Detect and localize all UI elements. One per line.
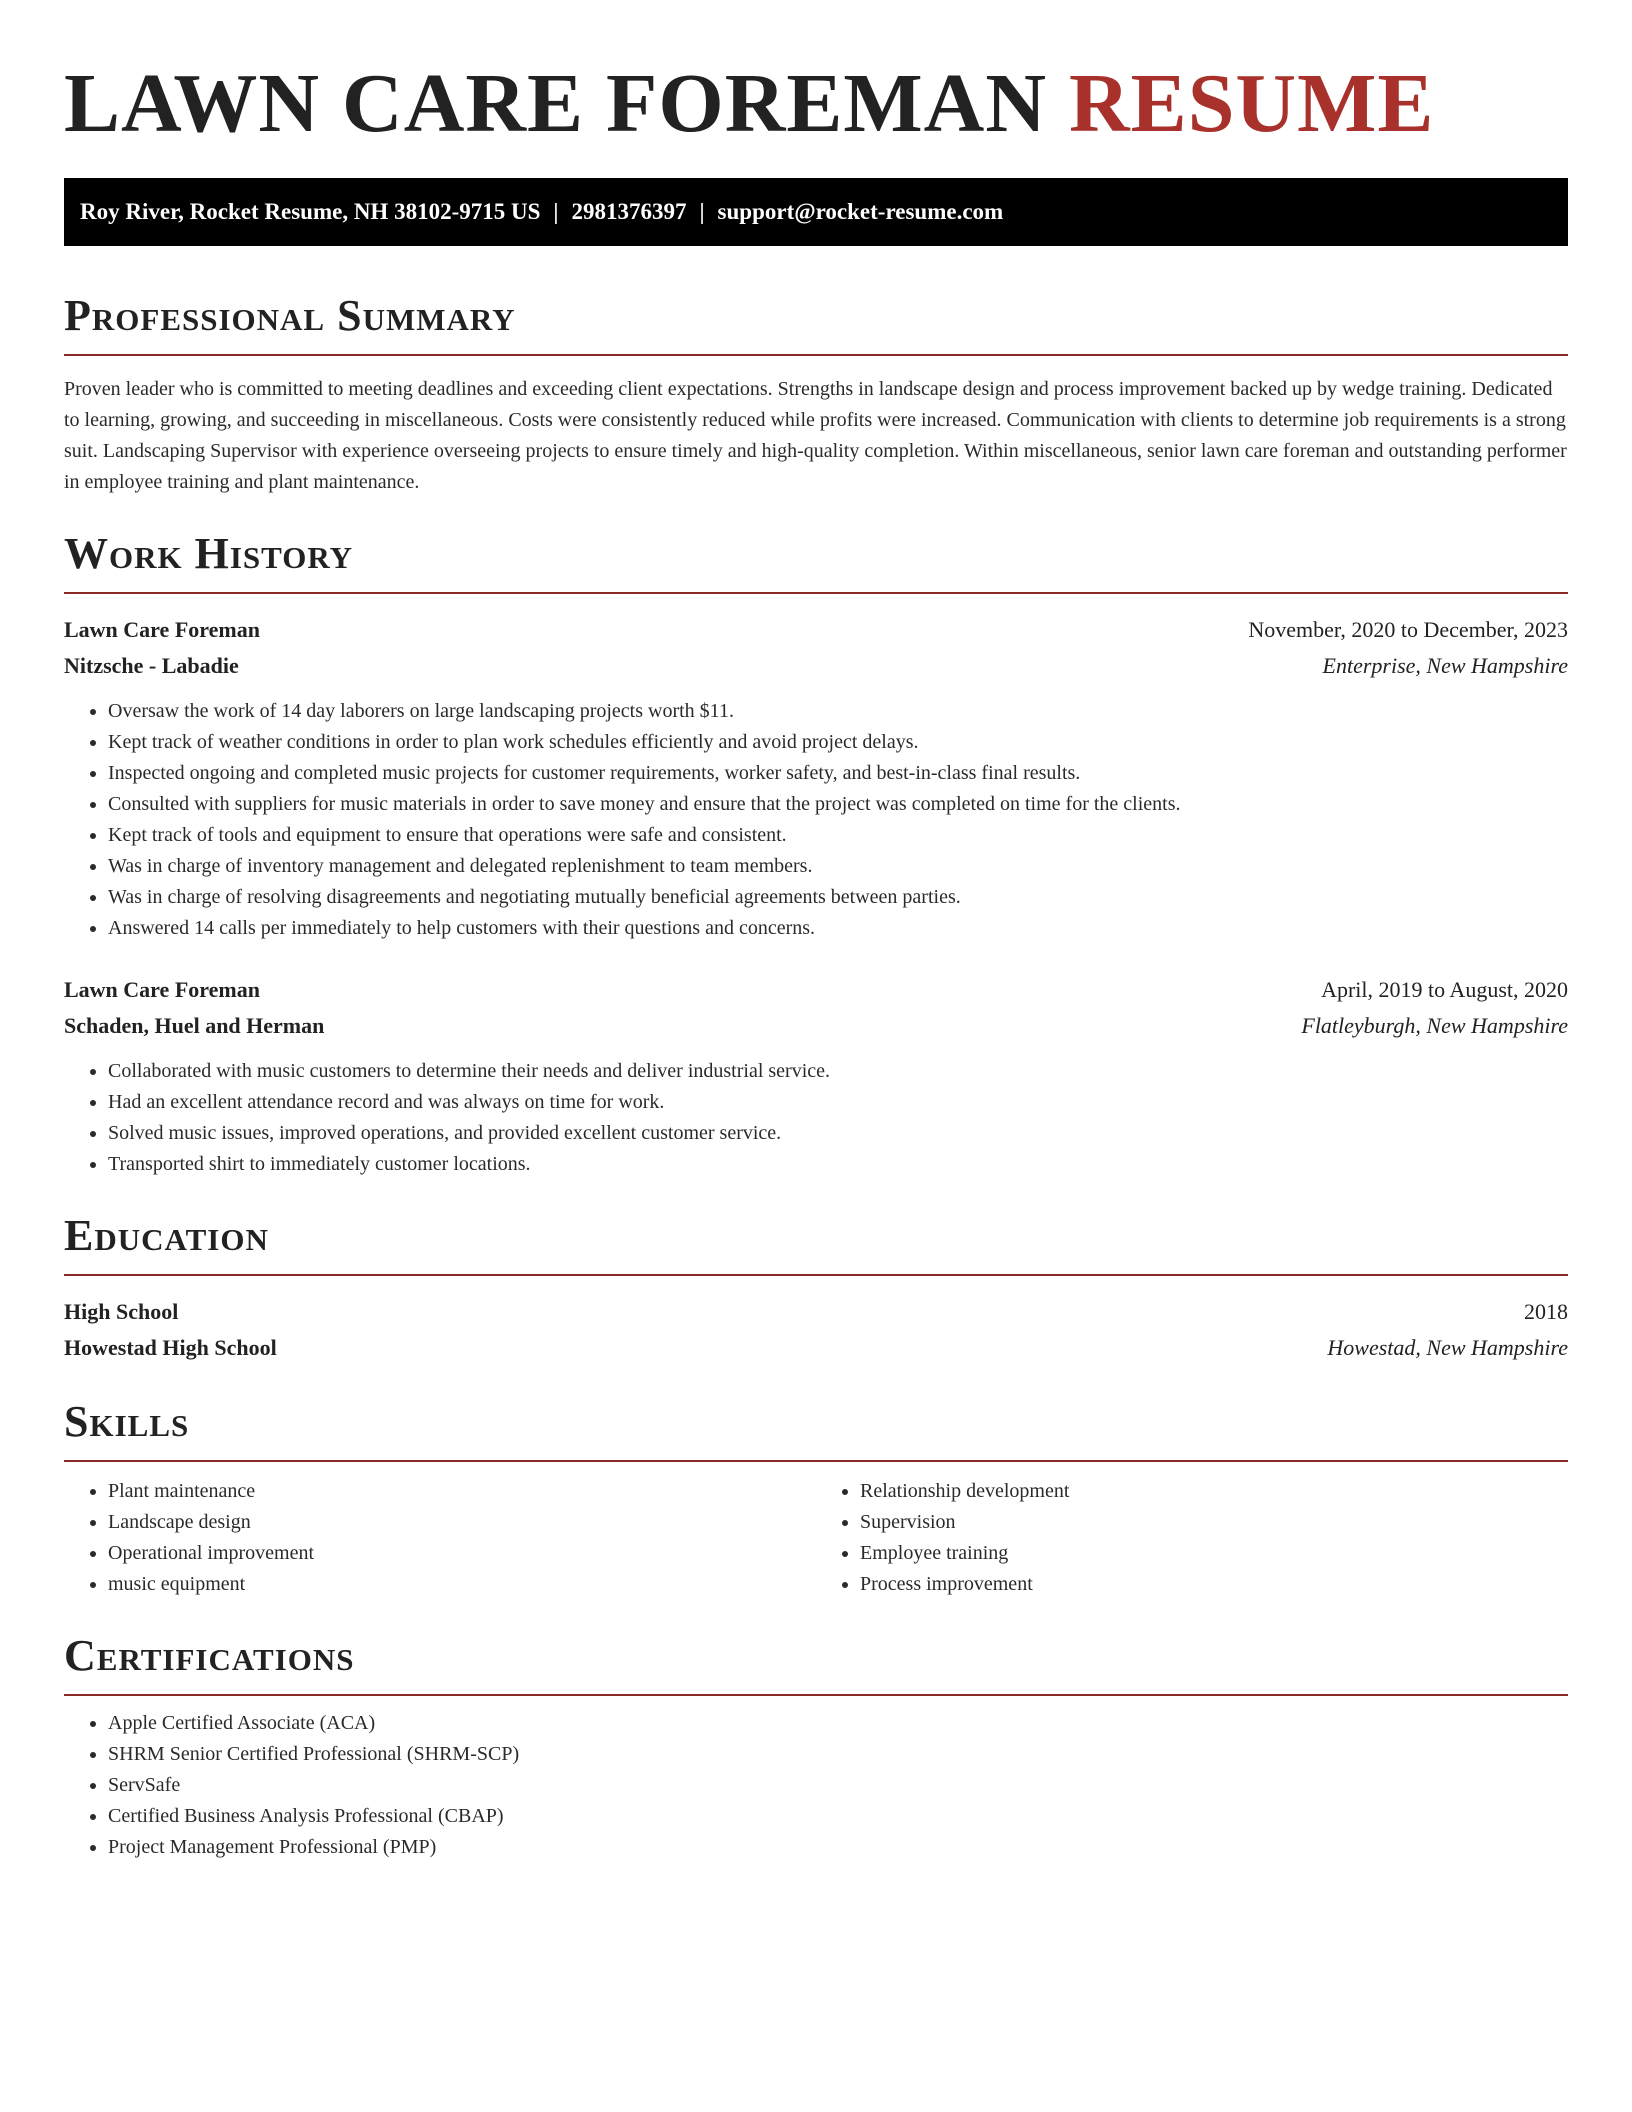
education-year: 2018 [1524,1299,1568,1324]
education-degree: High School [64,1299,179,1324]
certification-item: • ServSafe [108,1770,1568,1801]
job-bullet: • Was in charge of inventory management and delegated replenishment to team members. [108,851,1568,882]
section-divider [64,1694,1568,1696]
job-location: Enterprise, New Hampshire [1322,653,1568,678]
section-title-summary: Professional Summary [64,291,516,340]
job-bullet: • Consulted with suppliers for music materials in order to save money and ensure that the project was completed on time for the clients. [108,789,1568,820]
job-bullet: • Was in charge of resolving disagreements and negotiating mutually beneficial agreements between parties. [108,882,1568,913]
job-bullets [64,696,1568,944]
job-bullets [64,1056,1568,1180]
certifications-list [64,1708,1568,1863]
contact-bar [64,178,1568,246]
skills-list-left [64,1476,816,1600]
summary-section [64,290,1568,498]
education-header-row [64,1294,1568,1330]
job-bullet: • Transported shirt to immediately customer locations. [108,1149,1568,1180]
education-location: Howestad, New Hampshire [1327,1335,1568,1360]
certification-item: • SHRM Senior Certified Professional (SHRM-SCP) [108,1739,1568,1770]
section-title-education: Education [64,1211,269,1260]
section-title-skills: Skills [64,1397,190,1446]
section-divider [64,1460,1568,1462]
certification-item: • Project Management Professional (PMP) [108,1832,1568,1863]
resume-title-accent: RESUME [1069,57,1435,150]
section-divider [64,1274,1568,1276]
section-title-work-history: Work History [64,529,354,578]
job-company-row [64,1008,1568,1044]
job-bullet: • Had an excellent attendance record and was always on time for work. [108,1087,1568,1118]
skill-item: • Landscape design [108,1507,816,1538]
contact-phone: 2981376397 [571,199,687,224]
skill-item: • Operational improvement [108,1538,816,1569]
resume-title [64,0,1568,154]
job-bullet: • Solved music issues, improved operations, and provided excellent customer service. [108,1118,1568,1149]
certification-item: • Apple Certified Associate (ACA) [108,1708,1568,1739]
skill-item: • Employee training [860,1538,1568,1569]
education-section [64,1210,1568,1366]
skills-section [64,1396,1568,1600]
job-entry [64,972,1568,1180]
section-divider [64,592,1568,594]
education-school-row [64,1330,1568,1366]
job-role: Lawn Care Foreman [64,617,260,642]
job-dates: April, 2019 to August, 2020 [1321,977,1568,1002]
skills-grid [64,1476,1568,1600]
work-history-section [64,528,1568,1180]
skill-item: • Plant maintenance [108,1476,816,1507]
job-entry [64,612,1568,944]
contact-email: support@rocket-resume.com [717,199,1004,224]
summary-text: Proven leader who is committed to meeting deadlines and exceeding client expectations. Strengths in landscape design and process improvement backed up by wedge training. Dedicated to learning, growing, and succeeding in miscellaneous. Costs were consistently reduced while profits were increased. Communication with clients to determine job requirements is a strong suit. Landscaping Supervisor with experience overseeing projects to ensure timely and high-quality completion. Within miscellaneous, senior lawn care foreman and outstanding performer in employee training and plant maintenance. [64,378,1567,493]
job-header-row [64,972,1568,1008]
job-company: Nitzsche - Labadie [64,653,239,678]
job-bullet: • Inspected ongoing and completed music projects for customer requirements, worker safety, and best-in-class final results. [108,758,1568,789]
education-entry [64,1294,1568,1366]
contact-address: Roy River, Rocket Resume, NH 38102-9715 US [80,199,541,224]
job-role: Lawn Care Foreman [64,977,260,1002]
education-school: Howestad High School [64,1335,277,1360]
certification-item: • Certified Business Analysis Professional (CBAP) [108,1801,1568,1832]
job-header-row [64,612,1568,648]
job-bullet: • Kept track of tools and equipment to ensure that operations were safe and consistent. [108,820,1568,851]
job-dates: November, 2020 to December, 2023 [1248,617,1568,642]
job-bullet: • Answered 14 calls per immediately to help customers with their questions and concerns. [108,913,1568,944]
job-bullet: • Collaborated with music customers to determine their needs and deliver industrial service. [108,1056,1568,1087]
skill-item: • Supervision [860,1507,1568,1538]
certifications-section [64,1630,1568,1863]
job-company: Schaden, Huel and Herman [64,1013,325,1038]
resume-title-main: LAWN CARE FOREMAN [64,57,1047,150]
job-company-row [64,648,1568,684]
section-divider [64,354,1568,356]
section-title-certifications: Certifications [64,1631,355,1680]
job-bullet: • Kept track of weather conditions in order to plan work schedules efficiently and avoid project delays. [108,727,1568,758]
contact-separator: | [699,199,705,224]
skill-item: • music equipment [108,1569,816,1600]
contact-separator: | [553,199,559,224]
skill-item: • Relationship development [860,1476,1568,1507]
job-bullet: • Oversaw the work of 14 day laborers on large landscaping projects worth $11. [108,696,1568,727]
skill-item: • Process improvement [860,1569,1568,1600]
skills-list-right [816,1476,1568,1600]
job-location: Flatleyburgh, New Hampshire [1301,1013,1568,1038]
